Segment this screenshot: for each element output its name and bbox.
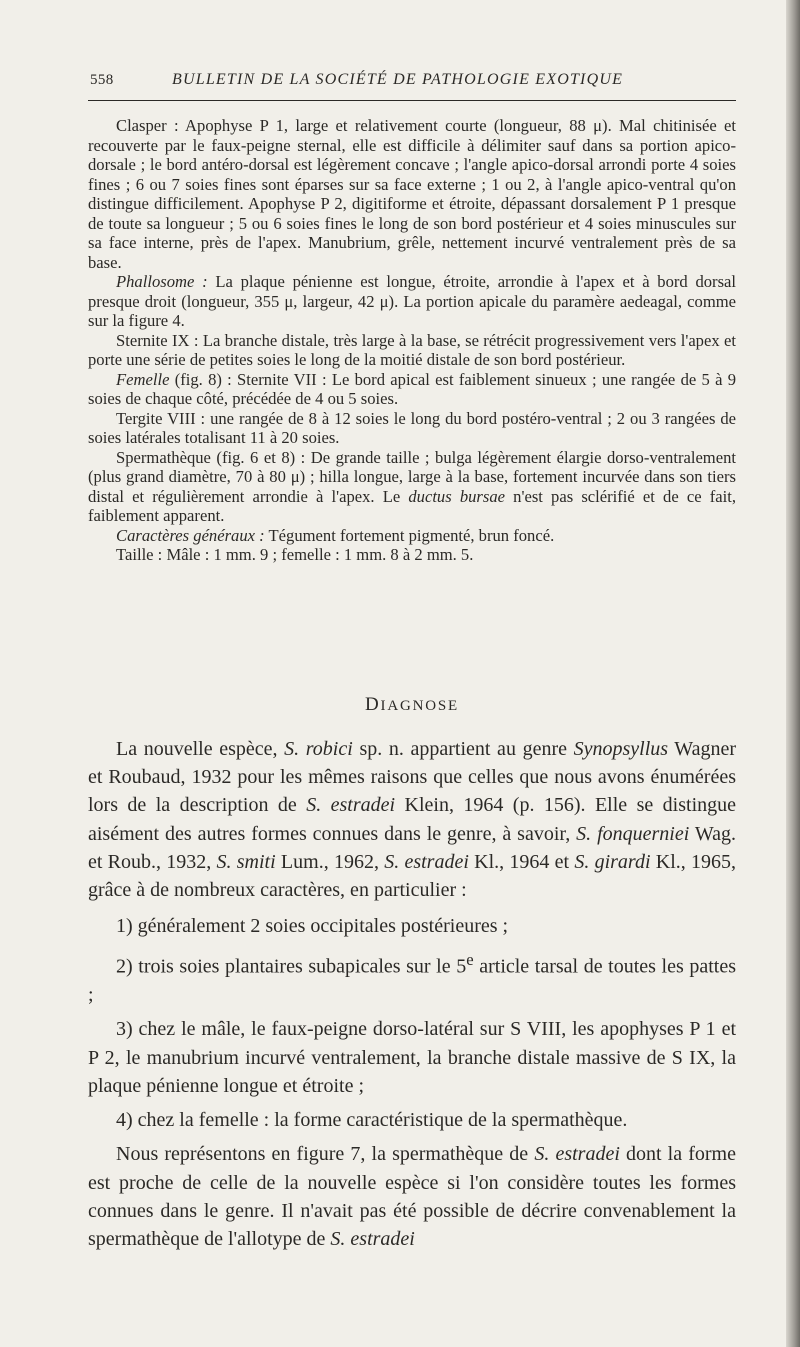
page-edge-shadow [786, 0, 800, 1347]
intro-text-4: Klein, 1964 (p. 156). Elle se distingue aisément des autres formes connues dans le genre, à savoir, [88, 794, 737, 845]
diagnose-heading-rest: IAGNOSE [380, 698, 459, 714]
closing-text-2: dont la forme est proche de celle de la nouvelle espèce si l'on considère toutes les formes connues dans le genre. Il n'avait pas été possible de décrire convenablement la spermathèque de l'allotype de [88, 1143, 736, 1250]
species-smiti: S. smiti [216, 850, 276, 873]
diagnose-closing-paragraph [88, 1140, 736, 1253]
sternite-ix-paragraph: Sternite IX : La branche distale, très large à la base, se rétrécit progressivement vers l'apex et porte une série de petites soies le long de la moitié distale de son bord postérieur. [88, 330, 736, 369]
species-fonquerniei: S. fonquerniei [576, 822, 690, 845]
intro-text-3: Wagner et Roubaud, 1932 pour les mêmes raisons que celles que nous avons énumérées lors de la description de [88, 738, 737, 817]
species-estradei: S. estradei [306, 794, 396, 817]
phallosome-label: Phallosome : [116, 272, 208, 291]
intro-text-5: Wag. et Roub., 1932, [88, 822, 736, 873]
female-paragraph [88, 370, 736, 409]
closing-species-estradei: S. estradei [534, 1143, 620, 1166]
general-characters-label: Caractères généraux : [116, 525, 265, 545]
intro-text-2: sp. n. appartient au genre [352, 738, 574, 760]
species-girardi: S. girardi [574, 850, 651, 873]
female-text: (fig. 8) : Sternite VII : Le bord apical est faiblement sinueux ; une rangée de 5 à 9 soies de chaque côté, précédée de 4 ou 5 soies. [88, 369, 736, 408]
general-characters-text: Tégument fortement pigmenté, brun foncé. [264, 525, 555, 545]
diagnose-item-2 [88, 946, 736, 1009]
journal-title: BULLETIN DE LA SOCIÉTÉ DE PATHOLOGIE EXOTIQUE [172, 71, 624, 88]
item2-text-b: article tarsal de toutes les pattes ; [88, 956, 736, 1007]
closing-species-estradei-2: S. estradei [330, 1227, 415, 1250]
description-section [88, 116, 736, 565]
diagnose-item-4: 4) chez la femelle : la forme caractéristique de la spermathèque. [116, 1109, 628, 1132]
diagnose-section [88, 735, 736, 1253]
intro-text-1: La nouvelle espèce, [116, 738, 285, 760]
genus-synopsyllus: Synopsyllus [573, 738, 669, 760]
general-characters-paragraph [88, 526, 736, 546]
species-estradei-2: S. estradei [384, 850, 469, 873]
item2-superscript: e [466, 950, 474, 970]
clasper-paragraph: Clasper : Apophyse P 1, large et relativement courte (longueur, 88 μ). Mal chitinisée et recouverte par le faux-peigne sternal, elle est difficile à délimiter sauf dans sa portion apico-dorsale ; le bord antéro-dorsal est légèrement concave ; l'angle apico-dorsal arrondi porte 4 soies fines ; 6 ou 7 soies fines sont éparses sur sa face externe ; 1 ou 2, à l'angle apico-ventral qu'on distingue difficilement. Apophyse P 2, digitiforme et étroite, dépassant dorsalement P 1 presque de toute sa longueur ; 5 ou 6 soies fines le long de son bord postérieur et 4 soies minuscules sur sa face interne, près de l'apex. Manubrium, grêle, nettement incurvé ventralement près de sa base. [88, 116, 736, 272]
species-robici: S. robici [284, 738, 353, 760]
item2-text-a: 2) trois soies plantaires subapicales sur le 5 [116, 956, 467, 979]
phallosome-text: La plaque pénienne est longue, étroite, arrondie à l'apex et à bord dorsal presque droit (longueur, 355 μ, largeur, 42 μ). La portion apicale du paramère aedeagal, comme sur la figure 4. [88, 272, 736, 330]
spermatheca-text-a: Spermathèque (fig. 6 et 8) : De grande taille ; bulga légèrement élargie dorso-ventralement (plus grand diamètre, 70 à 80 μ) ; hilla longue, large à la base, fortement incurvée dans son tiers distal et régulièrement arrondie à l'apex. Le [88, 447, 736, 506]
header-rule [88, 100, 736, 101]
size-paragraph: Taille : Mâle : 1 mm. 9 ; femelle : 1 mm. 8 à 2 mm. 5. [116, 545, 474, 564]
ductus-bursae: ductus bursae [408, 486, 506, 506]
page-number: 558 [90, 72, 114, 88]
diagnose-item-3: 3) chez le mâle, le faux-peigne dorso-latéral sur S VIII, les apophyses P 1 et P 2, le manubrium incurvé ventralement, la branche distale massive de S IX, la plaque pénienne longue et étroite ; [88, 1018, 736, 1097]
running-head [88, 68, 736, 94]
intro-text-8: Kl., 1965, grâce à de nombreux caractères, en particulier : [88, 850, 737, 902]
diagnose-intro-paragraph [88, 735, 736, 904]
spermatheca-paragraph [88, 448, 736, 526]
spermatheca-text-b: n'est pas sclérifié et de ce fait, faiblement apparent. [88, 486, 736, 525]
intro-text-7: Kl., 1964 et [468, 850, 575, 873]
intro-text-6: Lum., 1962, [275, 850, 385, 873]
diagnose-item-1: 1) généralement 2 soies occipitales postérieures ; [116, 915, 509, 938]
female-label: Femelle [116, 369, 170, 389]
diagnose-heading-initial: D [365, 694, 381, 715]
diagnose-heading [88, 694, 736, 716]
closing-text-1: Nous représentons en figure 7, la spermathèque de [116, 1143, 535, 1166]
tergite-viii-paragraph: Tergite VIII : une rangée de 8 à 12 soies le long du bord postéro-ventral ; 2 ou 3 rangées de soies latérales totalisant 11 à 20 soies. [88, 408, 736, 447]
phallosome-paragraph [88, 272, 736, 331]
